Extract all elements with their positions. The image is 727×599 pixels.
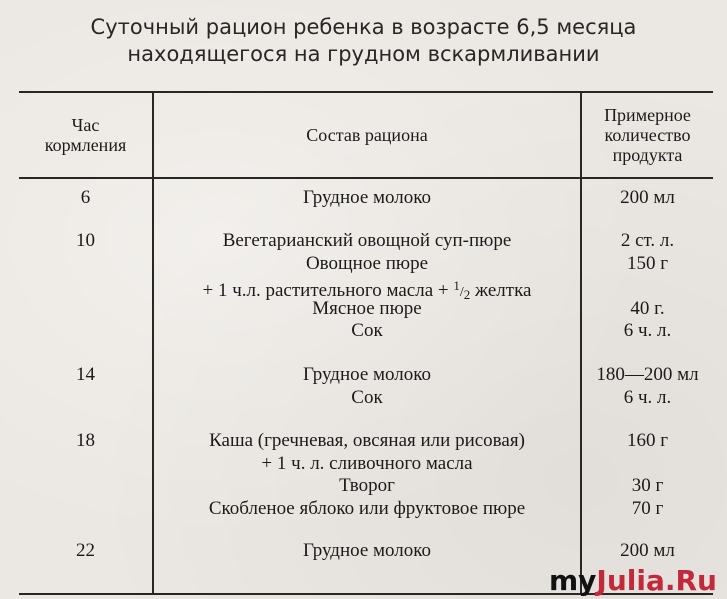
cell-hour: 14 <box>76 364 95 385</box>
header-amount: Примерное количество продукта <box>581 92 713 178</box>
cell-items: Грудное молоко Сок <box>153 356 581 422</box>
cell-hour: 6 <box>80 187 91 208</box>
cell-amounts: 160 г 30 г 70 г <box>581 422 713 532</box>
table-header-row <box>19 92 713 178</box>
table-row <box>19 178 713 222</box>
cell-hour: 10 <box>76 230 95 251</box>
table-row <box>19 222 713 356</box>
one-half-fraction: $^1/_2$ <box>453 278 471 302</box>
cell-items: Вегетарианский овощной суп-пюре Овощное пюре + 1 ч.л. растительного масла + $^1/_2$ желтка Мясное пюре Сок <box>153 222 581 356</box>
table-row <box>19 422 713 532</box>
header-composition: Состав рациона <box>153 92 581 178</box>
cell-items: Каша (гречневая, овсяная или рисовая) + 1 ч. л. сливочного масла Творог Скобленое яблоко или фруктовое пюре <box>153 422 581 532</box>
title-line-2: находящегося на грудном вскармливании <box>127 42 600 66</box>
cell-items: Грудное молоко <box>153 178 581 222</box>
cell-hour: 18 <box>76 430 95 451</box>
cell-amounts: 200 мл <box>581 178 713 222</box>
cell-amounts: 180—200 мл 6 ч. л. <box>581 356 713 422</box>
cell-hour: 22 <box>76 540 95 561</box>
ration-table <box>19 91 713 595</box>
table-row <box>19 356 713 422</box>
title-line-1: Суточный рацион ребенка в возрасте 6,5 месяца <box>90 15 637 39</box>
cell-amounts: 2 ст. л. 150 г 40 г. 6 ч. л. <box>581 222 713 356</box>
cell-items: Грудное молоко <box>153 532 581 594</box>
page-title <box>0 14 727 68</box>
header-hour: Час кормления <box>19 92 153 178</box>
cell-amounts: 200 мл <box>581 532 713 594</box>
site-logo: myJulia.Ru <box>548 564 717 597</box>
